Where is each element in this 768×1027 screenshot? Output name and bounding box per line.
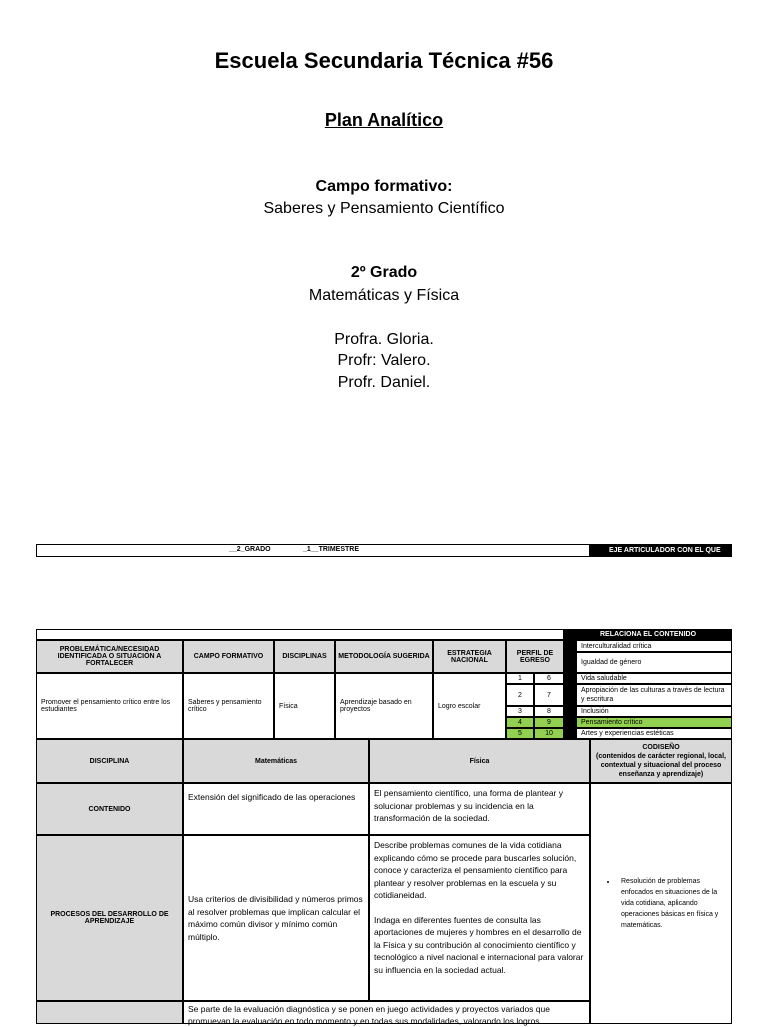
eje-item-highlighted: Pensamiento crítico (576, 717, 732, 728)
contenido-label: CONTENIDO (36, 783, 183, 835)
perfil-num: 8 (534, 706, 564, 717)
strip-eje-title: EJE ARTICULADOR CON EL QUE SE (589, 545, 731, 556)
evaluacion-label (36, 1001, 183, 1024)
procesos-matematicas: Usa criterios de divisibilidad y números primos al resolver problemas que implican calcular el máximo común divisor y mínimo común múltiplo. (183, 835, 369, 1001)
perfil-num: 1 (506, 673, 534, 684)
campo-value: Saberes y Pensamiento Científico (263, 200, 505, 217)
procesos-label: PROCESOS DEL DESARROLLO DE APRENDIZAJE (36, 835, 183, 1001)
header-campo: CAMPO FORMATIVO (183, 640, 274, 673)
eje-item: Apropiación de las culturas a través de lectura y escritura (576, 684, 732, 706)
perfil-num: 6 (534, 673, 564, 684)
procesos-fisica-p2: Indaga en diferentes fuentes de consulta las aportaciones de mujeres y hombres en el desarrollo de la Física y su contribución al conocimiento científico y tecnológico a nivel nacional e internacional para valorar su influencia en la sociedad actual. (374, 914, 584, 975)
evaluacion-text: Se parte de la evaluación diagnóstica y se ponen en juego actividades y proyectos variados que promuevan la evaluación en todo momento y en todas sus modalidades, valorando los logros (183, 1001, 590, 1024)
teacher-2: Profr: Valero. (337, 352, 431, 369)
disciplina-label: DISCIPLINA (36, 739, 183, 783)
codiseno-subtitle: (contenidos de carácter regional, local, contextual y situacional del proceso enseñanza y aprendizaje) (596, 753, 726, 778)
header-estrategia: ESTRATEGIA NACIONAL (433, 640, 506, 673)
procesos-fisica (369, 835, 590, 1001)
contenido-fisica: El pensamiento científico, una forma de plantear y solucionar problemas y su incidencia en la transformación de la sociedad. (369, 783, 590, 835)
table-top-spacer (36, 629, 564, 640)
perfil-num: 3 (506, 706, 534, 717)
cell-estrategia: Logro escolar (433, 673, 506, 739)
eje-marker-column (564, 640, 576, 739)
grade-trimester-strip (36, 544, 732, 565)
codiseno-item: • Resolución de problemas enfocados en situaciones de la vida cotidiana, aplicando operaciones básicas en física y matemáticas. (617, 876, 731, 931)
header-disciplinas: DISCIPLINAS (274, 640, 335, 673)
procesos-fisica-p1: Describe problemas comunes de la vida cotidiana explicando cómo se procede para buscarles solución, conoce y caracteriza el pensamiento científico para plantear y resolver problemas en la escuela y su cotidianeidad. (374, 840, 577, 900)
eje-item: Artes y experiencias estéticas (576, 728, 732, 739)
eje-item: Vida saludable (576, 673, 732, 684)
strip-grado: __2_GRADO (229, 546, 271, 553)
perfil-num: 7 (534, 684, 564, 706)
cell-problematica: Promover el pensamiento crítico entre los estudiantes (36, 673, 183, 739)
campo-label: Campo formativo: (315, 178, 453, 195)
codiseno-header (590, 739, 732, 783)
disciplina-matematicas: Matemáticas (183, 739, 369, 783)
perfil-num: 4 (506, 717, 534, 728)
grado-label: 2º Grado (350, 264, 418, 281)
perfil-num: 5 (506, 728, 534, 739)
cell-campo: Saberes y pensamiento crítico (183, 673, 274, 739)
relaciona-header: RELACIONA EL CONTENIDO (564, 629, 732, 640)
codiseno-content (590, 783, 732, 1024)
cell-metodologia: Aprendizaje basado en proyectos (335, 673, 433, 739)
grado-value: Matemáticas y Física (308, 287, 460, 304)
header-problematica: PROBLEMÁTICA/NECESIDAD IDENTIFICADA O SITUACIÓN A FORTALECER (36, 640, 183, 673)
teacher-1: Profra. Gloria. (334, 331, 434, 348)
cell-disciplinas: Física (274, 673, 335, 739)
plan-table (36, 629, 732, 1024)
plan-title: Plan Analítico (324, 110, 444, 130)
header-metodologia: METODOLOGÍA SUGERIDA (335, 640, 433, 673)
strip-trimestre: _1__TRIMESTRE (303, 546, 360, 553)
header-perfil: PERFIL DE EGRESO (506, 640, 564, 673)
perfil-num: 10 (534, 728, 564, 739)
perfil-num: 9 (534, 717, 564, 728)
eje-item: Interculturalidad crítica (576, 640, 732, 652)
eje-item: Igualdad de género (576, 652, 732, 673)
school-title: Escuela Secundaria Técnica #56 (214, 48, 554, 73)
disciplina-fisica: Física (369, 739, 590, 783)
teacher-3: Profr. Daniel. (337, 374, 431, 391)
perfil-num: 2 (506, 684, 534, 706)
eje-item: Inclusión (576, 706, 732, 717)
codiseno-title: CODISEÑO (642, 744, 680, 751)
contenido-matematicas: Extensión del significado de las operaciones (183, 783, 369, 835)
